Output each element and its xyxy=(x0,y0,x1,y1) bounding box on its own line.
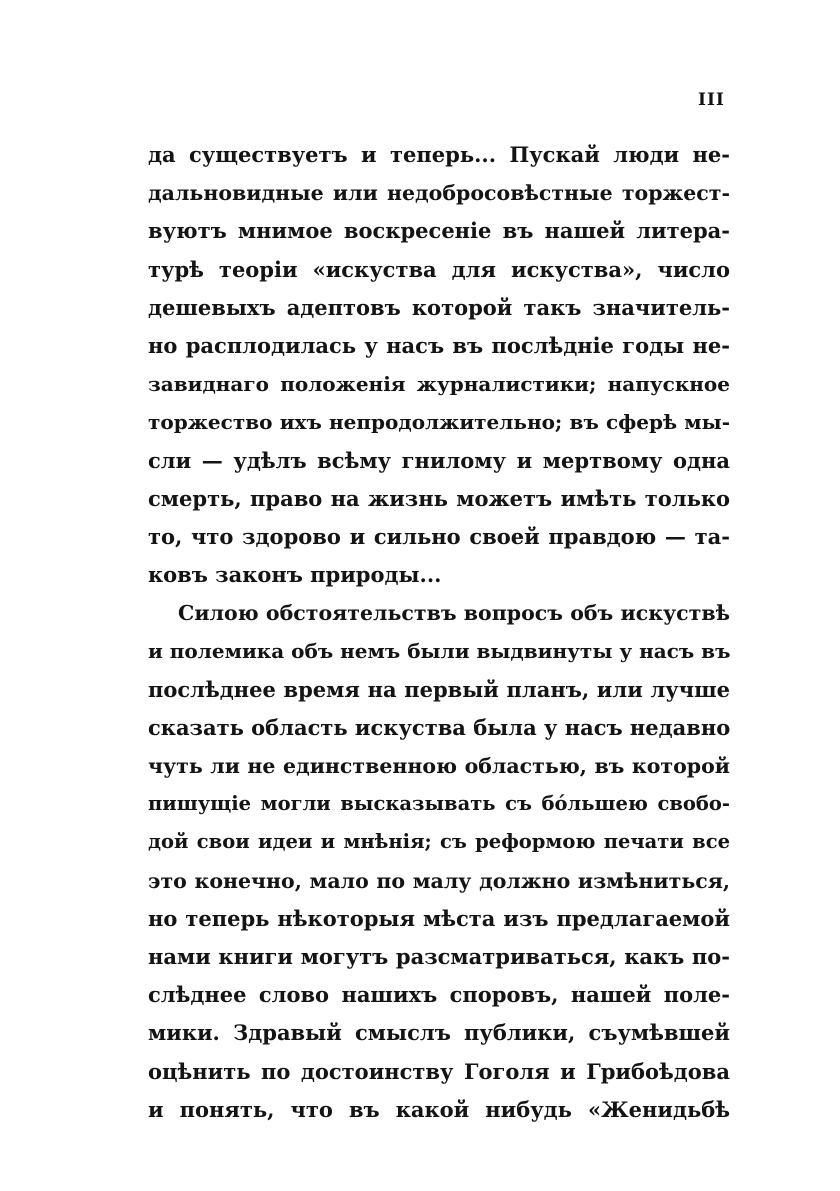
text-line: сказать область искуства была у насъ недавно xyxy=(148,714,730,740)
text-line: то, что здорово и сильно своей правдою — та- xyxy=(148,523,730,549)
text-line: вуютъ мнимое воскресеніе въ нашей литера- xyxy=(148,218,730,244)
text-line: слѣднее слово нашихъ споровъ, нашей поле- xyxy=(148,982,730,1008)
text-line: турѣ теоріи «искуства для искуства», число xyxy=(148,256,730,282)
text-line: смерть, право на жизнь можетъ имѣть только xyxy=(148,485,730,511)
text-line: сли — удѣлъ всѣму гнилому и мертвому одна xyxy=(148,447,730,473)
text-line: послѣднее время на первый планъ, или лучше xyxy=(148,676,730,702)
paragraph-1 xyxy=(148,136,730,594)
text-line: да существуетъ и теперь... Пускай люди не- xyxy=(148,142,730,167)
body-text xyxy=(148,136,730,1129)
text-line: но теперь нѣкоторыя мѣста изъ предлагаемой xyxy=(148,905,730,931)
text-line: мики. Здравый смыслъ публики, съумѣвшей xyxy=(148,1020,730,1046)
text-line: ковъ законъ природы... xyxy=(148,562,442,588)
text-line: пишущіе могли высказывать съ бóльшею свобо- xyxy=(148,792,730,816)
paragraph-2 xyxy=(148,594,730,1129)
text-line: но расплодилась у насъ въ послѣдніе годы не- xyxy=(148,332,730,358)
text-line: дешевыхъ адептовъ которой такъ значитель- xyxy=(148,294,730,320)
text-line: чуть ли не единственною областью, въ которой xyxy=(148,754,730,778)
text-line: и полемика объ немъ были выдвинуты у насъ въ xyxy=(148,639,730,664)
text-line: и понять, что въ какой нибудь «Женидьбѣ xyxy=(148,1096,730,1122)
page-number: III xyxy=(698,90,725,110)
text-line: дой свои идеи и мнѣнія; съ реформою печати все xyxy=(148,830,730,854)
text-line: это конечно, мало по малу должно измѣниться, xyxy=(148,868,730,893)
text-line: завиднаго положенія журналистики; напускное xyxy=(148,372,730,397)
text-line: Силою обстоятельствъ вопросъ объ искуствѣ xyxy=(178,601,730,626)
text-line: торжество ихъ непродолжительно; въ сферѣ мы- xyxy=(148,410,730,435)
text-line: оцѣнить по достоинству Гоголя и Грибоѣдова xyxy=(148,1058,730,1084)
text-line: нами книги могутъ разсматриваться, какъ по- xyxy=(148,943,730,969)
text-line: дальновидные или недобросовѣстные торжест- xyxy=(148,181,730,206)
